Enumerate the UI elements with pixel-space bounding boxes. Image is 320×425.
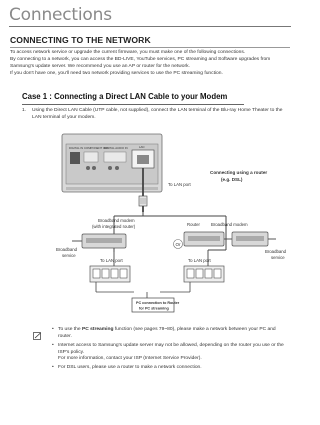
note-icon (33, 327, 42, 335)
pc-connection-label-2: for PC streaming (139, 306, 169, 311)
lan-ports-left (90, 266, 130, 282)
pc-connection-label-1: PC connection to Router (136, 301, 180, 305)
modem-integrated-label-1: Broadband modem (98, 218, 135, 223)
network-diagram (56, 132, 292, 320)
header-rule (9, 26, 291, 27)
note-item-1 (52, 327, 290, 340)
modem-integrated-label-2: (with integrated router) (92, 224, 136, 229)
panel-label-component: COMPONENT OUT (84, 146, 109, 150)
lan-ports-right (184, 266, 224, 282)
case-title: Case 1 : Connecting a Direct LAN Cable to your Modem (22, 92, 228, 101)
intro-paragraph-3: If you don't have one, you'll need two network providing services to use the PC streaming function. (10, 70, 223, 76)
panel-label-lan: LAN (139, 145, 145, 149)
to-lan-port-right: To LAN port (188, 258, 211, 263)
port-digital-audio (104, 152, 126, 162)
intro-paragraph-2: By connecting to a network, you can access the BD-LIVE, YouTube services, PC streaming and Software upgrades from Samsung's update server. We recommend you use an AP or router for the network. (10, 56, 271, 69)
note-1-post: function (see pages 79~80), please make a network between your PC and router. (58, 327, 276, 339)
port-digital-in (70, 152, 80, 164)
broadband-service-left-1: Broadband (56, 247, 78, 252)
broadband-modem-device (232, 232, 268, 246)
step-text: Using the Direct LAN Cable (UTP cable, not supplied), connect the LAN terminal of the Blu-ray Home Theater to the LAN terminal of your modem. (32, 108, 283, 120)
note-1-pre: To use the (58, 327, 82, 332)
port-component (84, 152, 98, 162)
note-item-2 (52, 343, 290, 363)
integrated-modem-device (82, 234, 126, 248)
or-label: Or (175, 242, 181, 247)
panel-label-digital-in: DIGITAL IN (69, 146, 84, 150)
intro-text (10, 50, 288, 78)
broadband-modem-label: Broadband modem (211, 222, 248, 227)
router-heading-1: Connecting using a router (210, 170, 268, 175)
section-title: CONNECTING TO THE NETWORK (10, 35, 151, 45)
router-heading-2: (e.g. DSL) (221, 177, 243, 182)
page-title: Connections (9, 5, 112, 25)
note-3-text: For DSL users, please use a router to make a network connection. (58, 365, 202, 371)
step-number: 1. (22, 108, 27, 113)
to-lan-port-left: To LAN port (100, 258, 123, 263)
note-2-line-2: For more information, contact your ISP (Internet Service Provider). (58, 356, 202, 362)
broadband-service-right-2: service (271, 255, 285, 260)
case-rule (22, 104, 244, 105)
note-1-bold: PC streaming (81, 327, 114, 332)
broadband-service-left-2: service (62, 253, 76, 258)
section-rule (10, 47, 290, 48)
home-theater-back-panel (62, 134, 162, 192)
broadband-service-right-1: Broadband (265, 249, 287, 254)
router-label: Router (187, 222, 200, 227)
pc-connection-lines (96, 282, 190, 300)
note-2-line-1: • Internet access to Samsung's update server may not be allowed, depending on the router you use or the ISP's policy. (58, 342, 284, 355)
note-item-3 (52, 365, 290, 372)
diagram-svg (56, 132, 292, 320)
intro-paragraph-1: To access network service or upgrade the current firmware, you must make one of the following connections. (10, 50, 246, 55)
router-device (184, 232, 224, 246)
to-lan-port-top: To LAN port (168, 182, 191, 187)
panel-label-digital-audio: DIGITAL AUDIO IN (104, 146, 128, 150)
notes-list (52, 327, 290, 374)
